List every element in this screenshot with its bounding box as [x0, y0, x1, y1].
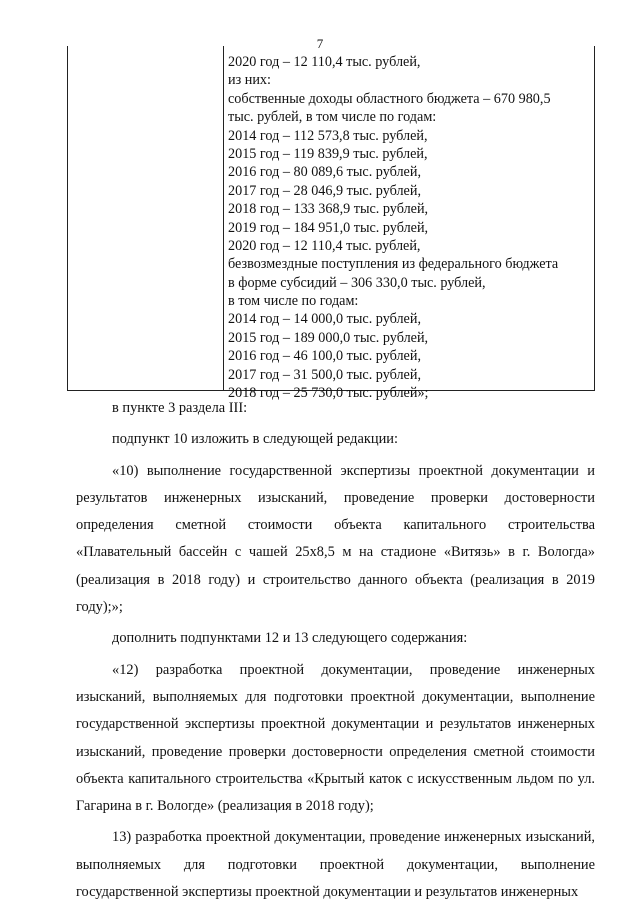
funding-line: 2018 год – 133 368,9 тыс. рублей,: [228, 201, 429, 218]
funding-line: 2014 год – 112 573,8 тыс. рублей,: [228, 127, 428, 144]
funding-line: 2018 год – 25 730,0 тыс. рублей»;: [228, 385, 429, 402]
paragraph-subpoint-12: «12) разработка проектной документации, проведение инженерных изысканий, выполняемых для подготовки проектной документации, выполнение государственной экспертизы проектной документации и результатов инженерных изысканий, проведение проверки достоверности определения сметной стоимости объекта капитального строительства «Крытый каток с искусственным льдом по ул. Гагарина в г. Вологде» (реализация в 2018 году);: [76, 661, 595, 815]
document-body: [76, 395, 595, 906]
funding-line: 2014 год – 14 000,0 тыс. рублей,: [228, 311, 421, 328]
funding-line: 2017 год – 31 500,0 тыс. рублей,: [228, 366, 421, 383]
funding-line: 2020 год – 12 110,4 тыс. рублей,: [228, 237, 421, 254]
funding-line: в форме субсидий – 306 330,0 тыс. рублей,: [228, 274, 486, 291]
funding-line: 2017 год – 28 046,9 тыс. рублей,: [228, 182, 421, 199]
funding-line: 2015 год – 119 839,9 тыс. рублей,: [228, 145, 428, 162]
paragraph-subpoint-13: 13) разработка проектной документации, проведение инженерных изысканий, выполняемых для подготовки проектной документации, выполнение государственной экспертизы проектной документации и результатов инженерных: [76, 829, 595, 901]
paragraph-section-ref: в пункте 3 раздела III:: [112, 400, 248, 416]
table-column-divider: [223, 46, 224, 390]
funding-cell: [228, 53, 590, 402]
paragraph-subpoint-10: «10) выполнение государственной экспертизы проектной документации и результатов инженерных изысканий, проведение проверки достоверности определения сметной стоимости объекта капитального строительства «Плавательный бассейн с чашей 25х8,5 м на стадионе «Витязь» в г. Вологда» (реализация в 2018 году) и строительство данного объекта (реализация в 2019 году);»;: [76, 462, 595, 616]
funding-line: 2020 год – 12 110,4 тыс. рублей,: [228, 54, 421, 70]
funding-line: 2019 год – 184 951,0 тыс. рублей,: [228, 219, 429, 236]
funding-line: 2015 год – 189 000,0 тыс. рублей,: [228, 329, 429, 346]
paragraph-subpoint-10-intro: подпункт 10 изложить в следующей редакции:: [112, 431, 398, 448]
funding-line: 2016 год – 80 089,6 тыс. рублей,: [228, 164, 421, 181]
funding-line: из них:: [228, 72, 271, 89]
funding-line: в том числе по годам:: [228, 293, 359, 310]
paragraph-add-subpoints: дополнить подпунктами 12 и 13 следующего содержания:: [112, 630, 468, 647]
funding-line: собственные доходы областного бюджета – 670 980,5: [228, 90, 551, 107]
funding-line: тыс. рублей, в том числе по годам:: [228, 109, 437, 126]
funding-line: 2016 год – 46 100,0 тыс. рублей,: [228, 348, 421, 365]
budget-table: [67, 46, 595, 402]
funding-line: безвозмездные поступления из федерального бюджета: [228, 256, 559, 273]
page-number: 7: [316, 36, 324, 51]
